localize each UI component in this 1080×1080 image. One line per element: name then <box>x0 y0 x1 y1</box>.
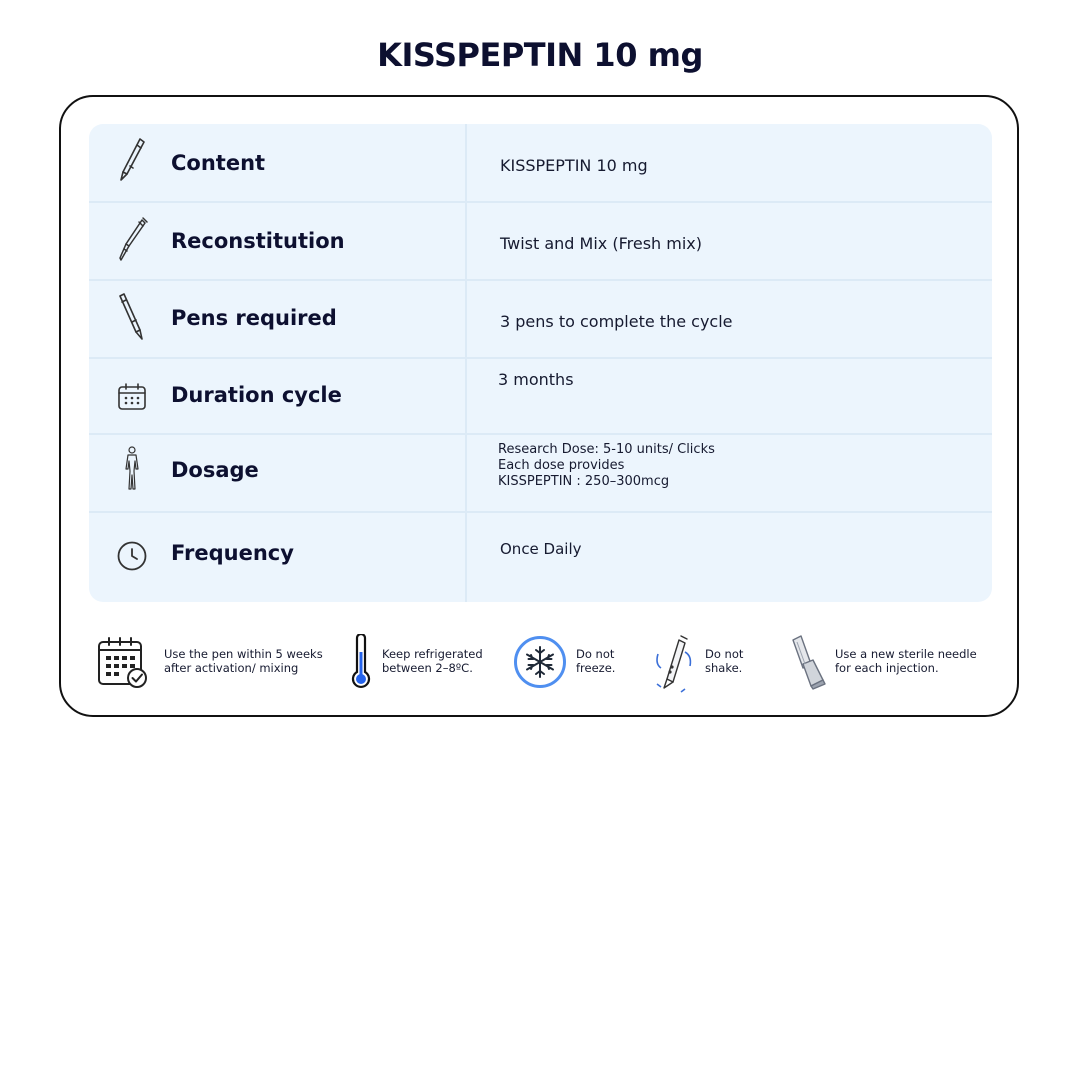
row-label-content: Content <box>171 151 266 175</box>
page-title: KISSPEPTIN 10 mg <box>377 36 703 74</box>
info-card <box>59 95 1019 717</box>
thermometer-icon <box>349 634 373 694</box>
row-value-pens-required: 3 pens to complete the cycle <box>500 312 733 331</box>
note-text <box>164 647 323 675</box>
row-divider <box>89 357 992 359</box>
spec-table <box>89 124 992 602</box>
note-line: Do not <box>576 647 615 661</box>
row-value-dosage <box>498 442 715 490</box>
note-text <box>576 647 615 675</box>
note-text <box>382 647 483 675</box>
note-line: freeze. <box>576 661 616 675</box>
row-label-reconstitution: Reconstitution <box>171 229 345 253</box>
note-line: Use the pen within 5 weeks <box>164 647 323 661</box>
clock-icon <box>115 534 149 578</box>
column-divider <box>465 124 467 602</box>
note-use-within <box>97 634 337 694</box>
row-divider <box>89 511 992 513</box>
row-label-duration-cycle: Duration cycle <box>171 383 342 407</box>
dosage-line: Research Dose: 5-10 units/ Clicks <box>498 442 715 457</box>
note-line: Keep refrigerated <box>382 647 483 661</box>
dosage-line: Each dose provides <box>498 458 625 473</box>
snowflake-icon <box>513 635 567 693</box>
row-divider <box>89 279 992 281</box>
note-text <box>705 647 743 675</box>
note-line: for each injection. <box>835 661 939 675</box>
row-value-reconstitution: Twist and Mix (Fresh mix) <box>500 234 702 253</box>
needle-icon <box>789 634 829 694</box>
note-new-needle <box>789 634 997 694</box>
note-line: between 2–8ºC. <box>382 661 473 675</box>
row-label-dosage: Dosage <box>171 458 259 482</box>
calendar-check-icon <box>97 636 149 694</box>
row-value-duration-cycle: 3 months <box>498 370 574 389</box>
note-line: Do not <box>705 647 744 661</box>
note-refrigerate <box>349 634 499 694</box>
human-body-icon <box>115 446 149 490</box>
note-do-not-shake <box>651 634 771 694</box>
row-divider <box>89 201 992 203</box>
dropper-icon <box>115 218 149 262</box>
row-divider <box>89 433 992 435</box>
note-line: Use a new sterile needle <box>835 647 977 661</box>
row-label-pens-required: Pens required <box>171 306 337 330</box>
pen-icon <box>115 138 149 182</box>
note-text <box>835 647 977 675</box>
note-do-not-freeze <box>513 634 633 694</box>
dosage-line: KISSPEPTIN : 250–300mcg <box>498 474 670 489</box>
calendar-icon <box>115 375 149 419</box>
shake-pen-icon <box>651 634 699 698</box>
handling-notes <box>97 634 997 694</box>
row-value-content: KISSPEPTIN 10 mg <box>500 156 648 175</box>
row-label-frequency: Frequency <box>171 541 294 565</box>
note-line: shake. <box>705 661 743 675</box>
row-value-frequency: Once Daily <box>500 540 582 558</box>
injection-pen-icon <box>115 295 149 339</box>
note-line: after activation/ mixing <box>164 661 299 675</box>
